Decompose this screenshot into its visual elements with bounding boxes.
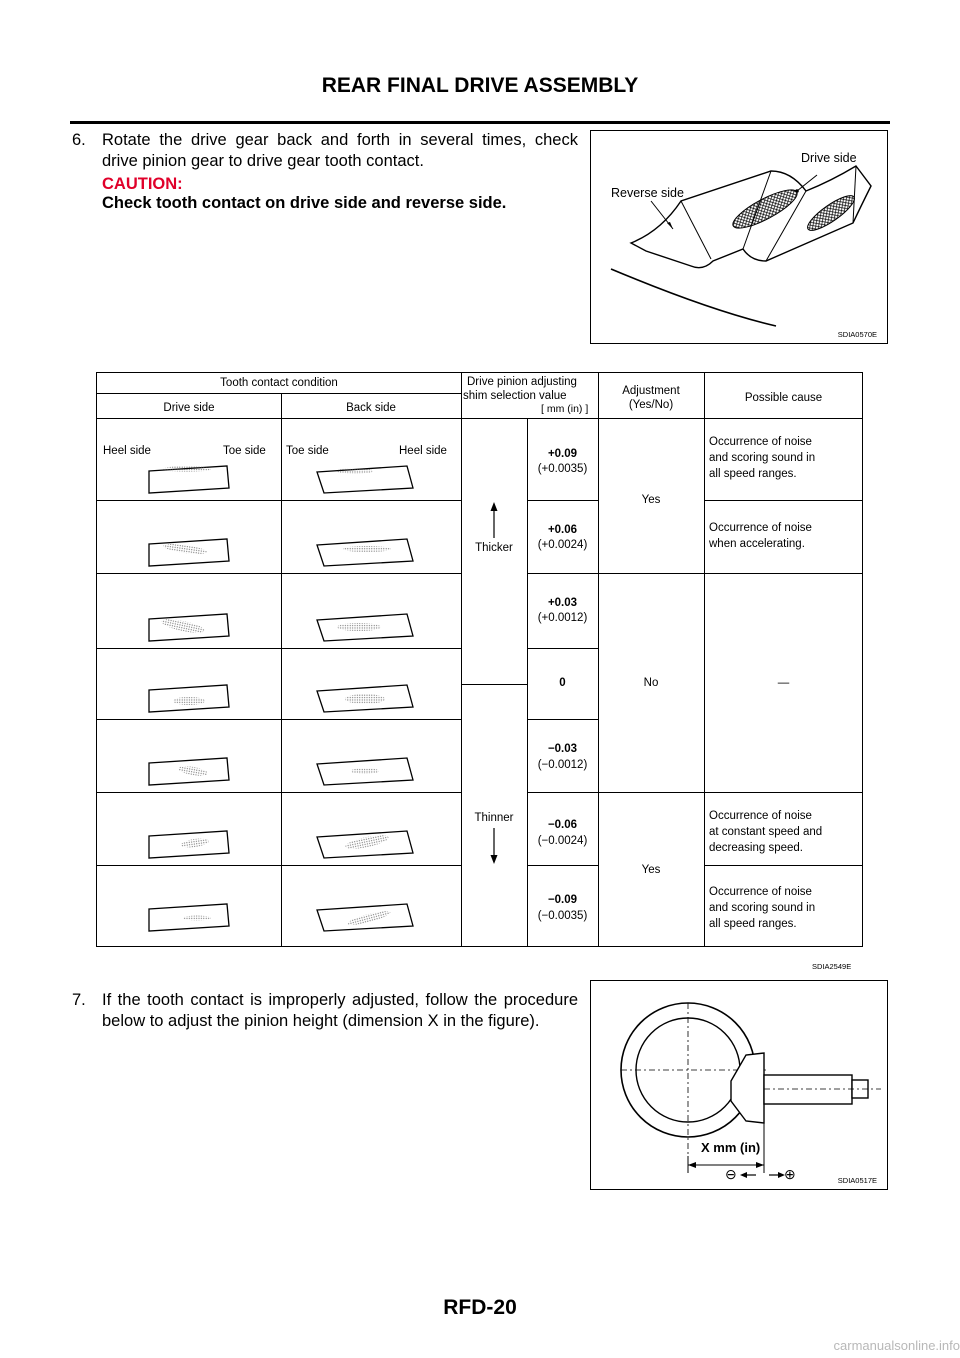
step-6-line-1: Rotate the drive gear back and forth in several times, check: [102, 131, 578, 149]
table-code: SDIA2549E: [812, 962, 852, 971]
value-in: (−0.0035): [537, 910, 588, 922]
value-in: (+0.0012): [537, 612, 588, 624]
adjustment-yes: Yes: [641, 864, 661, 876]
cause-line: and scoring sound in: [709, 452, 816, 464]
header-possible-cause: Possible cause: [744, 392, 823, 404]
tooth-contact-figure: [590, 130, 888, 344]
back-toe-label: Toe side: [286, 445, 329, 457]
value-in: (+0.0024): [537, 539, 588, 551]
cause-line: when accelerating.: [709, 538, 805, 550]
drive-side-label: Drive side: [801, 151, 857, 165]
header-adjust-2: (Yes/No): [628, 399, 674, 411]
figure-code: SDIA0570E: [837, 330, 877, 339]
header-shim-unit: [ mm (in) ]: [541, 403, 589, 415]
step-6-number: 6.: [72, 131, 86, 149]
drive-heel-label: Heel side: [103, 445, 151, 457]
pinion-height-figure: [590, 980, 888, 1190]
drive-toe-label: Toe side: [223, 445, 266, 457]
pinion-gear-illustration: [591, 981, 887, 1189]
header-shim-2: shim selection value: [463, 390, 567, 402]
cause-line: Occurrence of noise: [709, 810, 812, 822]
value-mm: +0.03: [547, 597, 578, 609]
value-mm: +0.09: [547, 448, 578, 460]
cause-line: all speed ranges.: [709, 918, 797, 930]
watermark: carmanualsonline.info: [833, 1338, 960, 1353]
plus-symbol: ⊕: [784, 1166, 796, 1182]
header-back-side: Back side: [346, 402, 396, 414]
value-mm: 0: [559, 677, 566, 689]
caution-label: CAUTION:: [102, 175, 183, 193]
cause-none: —: [777, 677, 790, 689]
dimension-x-label: X mm (in): [701, 1140, 761, 1155]
value-in: (+0.0035): [537, 463, 588, 475]
cause-line: decreasing speed.: [709, 842, 803, 854]
value-mm: +0.06: [547, 524, 578, 536]
cause-line: and scoring sound in: [709, 902, 816, 914]
tooth-contact-table: [96, 372, 863, 947]
adjustment-yes: Yes: [641, 494, 661, 506]
cause-line: Occurrence of noise: [709, 886, 812, 898]
value-in: (−0.0012): [537, 759, 588, 771]
reverse-side-label: Reverse side: [611, 186, 684, 200]
contact-pattern-sketches: [97, 418, 461, 946]
title-rule: [70, 121, 890, 124]
cause-line: Occurrence of noise: [709, 436, 812, 448]
header-shim-1: Drive pinion adjusting: [467, 376, 577, 388]
step-7-line-2: below to adjust the pinion height (dimension X in the figure).: [102, 1012, 540, 1030]
caution-text: Check tooth contact on drive side and reverse side.: [102, 194, 507, 212]
step-7-number: 7.: [72, 991, 86, 1009]
step-7-line-1: If the tooth contact is improperly adjusted, follow the procedure: [102, 991, 578, 1009]
adjustment-no: No: [643, 677, 659, 689]
back-heel-label: Heel side: [399, 445, 447, 457]
header-drive-side: Drive side: [163, 402, 215, 414]
value-mm: −0.09: [547, 894, 578, 906]
value-in: (−0.0024): [537, 835, 588, 847]
cause-line: all speed ranges.: [709, 468, 797, 480]
minus-symbol: ⊖: [725, 1166, 737, 1182]
figure-code: SDIA0517E: [837, 1176, 877, 1185]
header-tooth-contact: Tooth contact condition: [220, 377, 338, 389]
thickness-arrows: [461, 418, 527, 946]
cause-line: Occurrence of noise: [709, 522, 812, 534]
step-6-line-2: drive pinion gear to drive gear tooth contact.: [102, 152, 424, 170]
page-title: REAR FINAL DRIVE ASSEMBLY: [321, 74, 639, 97]
header-adjust-1: Adjustment: [622, 385, 680, 397]
thinner-label: Thinner: [474, 812, 514, 824]
cause-line: at constant speed and: [709, 826, 823, 838]
page-number: RFD-20: [443, 1296, 517, 1319]
thicker-label: Thicker: [475, 542, 513, 554]
value-mm: −0.06: [547, 819, 578, 831]
value-mm: −0.03: [547, 743, 578, 755]
